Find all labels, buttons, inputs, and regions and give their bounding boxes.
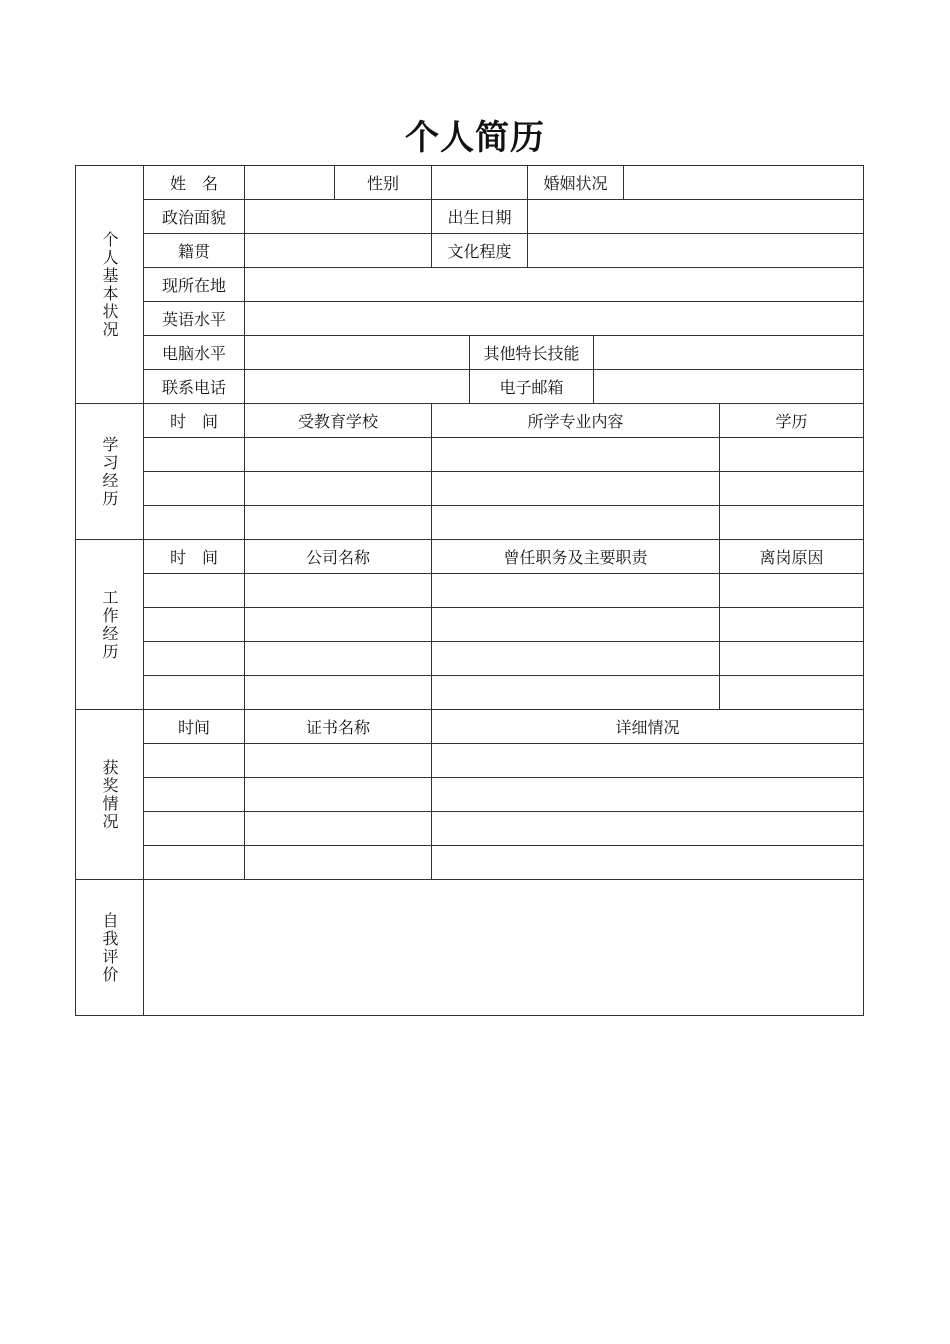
awards-cell-detail[interactable] — [432, 846, 864, 880]
study-row — [76, 506, 864, 540]
field-name[interactable] — [245, 166, 335, 200]
section-basic-label: 个人基本状况 — [76, 166, 144, 404]
awards-row — [76, 846, 864, 880]
awards-cell-time[interactable] — [144, 812, 245, 846]
study-row — [76, 472, 864, 506]
field-political[interactable] — [245, 200, 432, 234]
basic-row-6 — [76, 336, 864, 370]
field-skills[interactable] — [594, 336, 864, 370]
awards-cell-cert[interactable] — [245, 744, 432, 778]
work-cell-reason[interactable] — [720, 608, 864, 642]
work-cell-company[interactable] — [245, 642, 432, 676]
field-gender[interactable] — [432, 166, 528, 200]
work-cell-company[interactable] — [245, 608, 432, 642]
awards-cell-cert[interactable] — [245, 812, 432, 846]
work-cell-company[interactable] — [245, 574, 432, 608]
work-row — [76, 642, 864, 676]
field-marital[interactable] — [624, 166, 864, 200]
label-name: 姓 名 — [144, 166, 245, 200]
study-cell-school[interactable] — [245, 438, 432, 472]
section-awards-label: 获奖情况 — [76, 710, 144, 880]
study-row — [76, 438, 864, 472]
label-marital: 婚姻状况 — [528, 166, 624, 200]
awards-cell-detail[interactable] — [432, 812, 864, 846]
awards-header-row — [76, 710, 864, 744]
work-cell-reason[interactable] — [720, 676, 864, 710]
basic-row-2 — [76, 200, 864, 234]
work-cell-reason[interactable] — [720, 642, 864, 676]
label-political: 政治面貌 — [144, 200, 245, 234]
awards-cell-time[interactable] — [144, 778, 245, 812]
study-col-time: 时 间 — [144, 404, 245, 438]
awards-cell-cert[interactable] — [245, 846, 432, 880]
basic-row-3 — [76, 234, 864, 268]
label-phone: 联系电话 — [144, 370, 245, 404]
study-col-degree: 学历 — [720, 404, 864, 438]
work-header-row — [76, 540, 864, 574]
study-cell-major[interactable] — [432, 438, 720, 472]
study-cell-major[interactable] — [432, 506, 720, 540]
label-education-level: 文化程度 — [432, 234, 528, 268]
field-education-level[interactable] — [528, 234, 864, 268]
field-native[interactable] — [245, 234, 432, 268]
study-cell-degree[interactable] — [720, 506, 864, 540]
basic-row-1 — [76, 166, 864, 200]
study-col-school: 受教育学校 — [245, 404, 432, 438]
awards-col-cert: 证书名称 — [245, 710, 432, 744]
awards-cell-time[interactable] — [144, 846, 245, 880]
study-cell-school[interactable] — [245, 506, 432, 540]
label-gender: 性别 — [335, 166, 432, 200]
basic-row-5 — [76, 302, 864, 336]
study-cell-degree[interactable] — [720, 472, 864, 506]
page-title: 个人简历 — [405, 118, 545, 158]
section-work-label: 工作经历 — [76, 540, 144, 710]
section-self-label: 自我评价 — [76, 880, 144, 1016]
awards-cell-time[interactable] — [144, 744, 245, 778]
field-birth[interactable] — [528, 200, 864, 234]
work-cell-time[interactable] — [144, 676, 245, 710]
field-english[interactable] — [245, 302, 864, 336]
work-cell-company[interactable] — [245, 676, 432, 710]
work-cell-duties[interactable] — [432, 574, 720, 608]
study-cell-degree[interactable] — [720, 438, 864, 472]
label-english: 英语水平 — [144, 302, 245, 336]
label-birth: 出生日期 — [432, 200, 528, 234]
self-eval-row — [76, 880, 864, 1016]
work-col-duties: 曾任职务及主要职责 — [432, 540, 720, 574]
study-cell-major[interactable] — [432, 472, 720, 506]
label-location: 现所在地 — [144, 268, 245, 302]
study-cell-time[interactable] — [144, 438, 245, 472]
work-cell-reason[interactable] — [720, 574, 864, 608]
self-eval-field[interactable] — [144, 880, 864, 1016]
work-col-company: 公司名称 — [245, 540, 432, 574]
awards-col-time: 时间 — [144, 710, 245, 744]
awards-row — [76, 812, 864, 846]
study-header-row — [76, 404, 864, 438]
awards-row — [76, 778, 864, 812]
label-email: 电子邮箱 — [470, 370, 594, 404]
work-row — [76, 574, 864, 608]
work-col-reason: 离岗原因 — [720, 540, 864, 574]
work-cell-duties[interactable] — [432, 676, 720, 710]
awards-cell-detail[interactable] — [432, 778, 864, 812]
field-computer[interactable] — [245, 336, 470, 370]
label-native: 籍贯 — [144, 234, 245, 268]
field-email[interactable] — [594, 370, 864, 404]
awards-cell-cert[interactable] — [245, 778, 432, 812]
work-cell-duties[interactable] — [432, 608, 720, 642]
awards-col-detail: 详细情况 — [432, 710, 864, 744]
work-row — [76, 608, 864, 642]
work-cell-time[interactable] — [144, 642, 245, 676]
label-skills: 其他特长技能 — [470, 336, 594, 370]
study-cell-time[interactable] — [144, 506, 245, 540]
work-cell-duties[interactable] — [432, 642, 720, 676]
basic-row-7 — [76, 370, 864, 404]
basic-row-4 — [76, 268, 864, 302]
field-location[interactable] — [245, 268, 864, 302]
label-computer: 电脑水平 — [144, 336, 245, 370]
section-study-label: 学习经历 — [76, 404, 144, 540]
resume-table — [75, 165, 864, 1016]
study-cell-school[interactable] — [245, 472, 432, 506]
awards-row — [76, 744, 864, 778]
field-phone[interactable] — [245, 370, 470, 404]
work-cell-time[interactable] — [144, 574, 245, 608]
work-cell-time[interactable] — [144, 608, 245, 642]
work-row — [76, 676, 864, 710]
study-col-major: 所学专业内容 — [432, 404, 720, 438]
study-cell-time[interactable] — [144, 472, 245, 506]
work-col-time: 时 间 — [144, 540, 245, 574]
awards-cell-detail[interactable] — [432, 744, 864, 778]
